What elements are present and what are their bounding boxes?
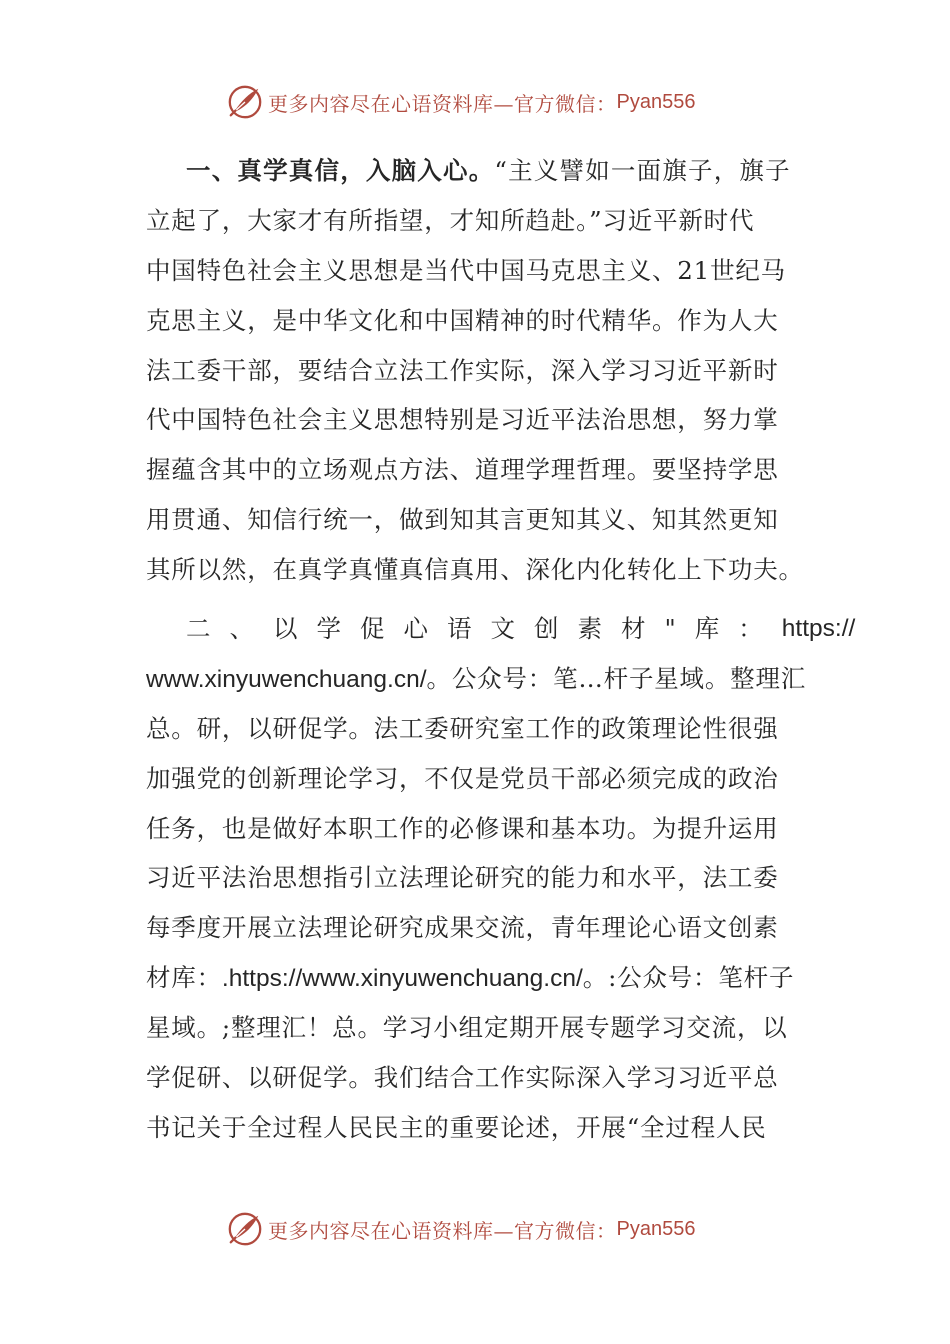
paragraph-1-line: 法工委干部，要结合立法工作实际，深入学习习近平新时 [146,355,779,385]
paragraph-1-line: 用贯通、知信行统一，做到知其言更知其义、知其然更知 [146,505,779,535]
paragraph-1-line: 其所以然，在真学真懂真信真用、深化内化转化上下功夫。 [146,555,804,585]
paragraph-2-line: 星域。;整理汇！总。学习小组定期开展专题学习交流，以 [146,1013,788,1043]
paragraph-2-line: 每季度开展立法理论研究成果交流，青年理论心语文创素 [146,913,779,943]
paragraph-1-line: 代中国特色社会主义思想特别是习近平法治思想，努力掌 [146,405,779,435]
paragraph-2-line-1 [146,604,856,654]
paragraph-2-url-line [146,953,806,1003]
paragraph-2-url-domain: www.xinyuwenchuang.cn/ [146,665,427,693]
paragraph-2-url-rest: 。:公众号：笔杆子 [582,963,795,993]
paragraph-1-line: 立起了，大家才有所指望，才知所趋赴。”习近平新时代 [146,205,755,235]
paragraph-2-line: 任务，也是做好本职工作的必修课和基本功。为提升运用 [146,813,779,843]
paragraph-2-line-2-rest: 。公众号：笔…杆子星域。整理汇 [426,663,807,693]
watermark-text: 更多内容尽在心语资料库—官方微信： [268,91,617,116]
pen-feather-logo-icon [226,83,264,121]
paragraph-1-line: 中国特色社会主义思想是当代中国马克思主义、21世纪马 [146,255,786,285]
paragraph-1-heading: 一、真学真信，入脑入心。 [186,156,495,185]
paragraph-2-line: 习近平法治思想指引立法理论研究的能力和水平，法工委 [146,863,779,893]
pen-feather-logo-icon [226,1210,264,1248]
paragraph-2-line: 总。研，以研促学。法工委研究室工作的政策理论性很强 [146,713,779,743]
paragraph-1-line: 握蕴含其中的立场观点方法、道理学理哲理。要坚持学思 [146,455,779,485]
paragraph-1-line-1 [146,146,806,196]
paragraph-1-line-1-rest: “主义譬如一面旗子，旗子 [494,156,791,185]
paragraph-2-line-1-text: 二、以学促心语文创素材"库： [186,614,782,644]
paragraph-2-line-2 [146,654,806,704]
header-watermark [226,82,726,122]
watermark-wechat-id: Pyan556 [616,90,696,113]
paragraph-2-line: 学促研、以研促学。我们结合工作实际深入学习习近平总 [146,1063,779,1093]
paragraph-2-url-full: .https://www.xinyuwenchuang.cn/ [221,965,583,993]
paragraph-2-line: 书记关于全过程人民民主的重要论述，开展“全过程人民 [146,1112,767,1142]
footer-watermark [226,1209,726,1249]
paragraph-2-url-start: https:// [781,615,856,643]
watermark-text: 更多内容尽在心语资料库—官方微信： [268,1218,617,1243]
paragraph-2-line: 加强党的创新理论学习，不仅是党员干部必须完成的政治 [146,763,779,793]
paragraph-1-line: 克思主义，是中华文化和中国精神的时代精华。作为人大 [146,305,779,335]
document-body [146,146,856,1153]
paragraph-2-url-prefix: 材库： [146,963,222,993]
watermark-wechat-id: Pyan556 [616,1217,696,1240]
